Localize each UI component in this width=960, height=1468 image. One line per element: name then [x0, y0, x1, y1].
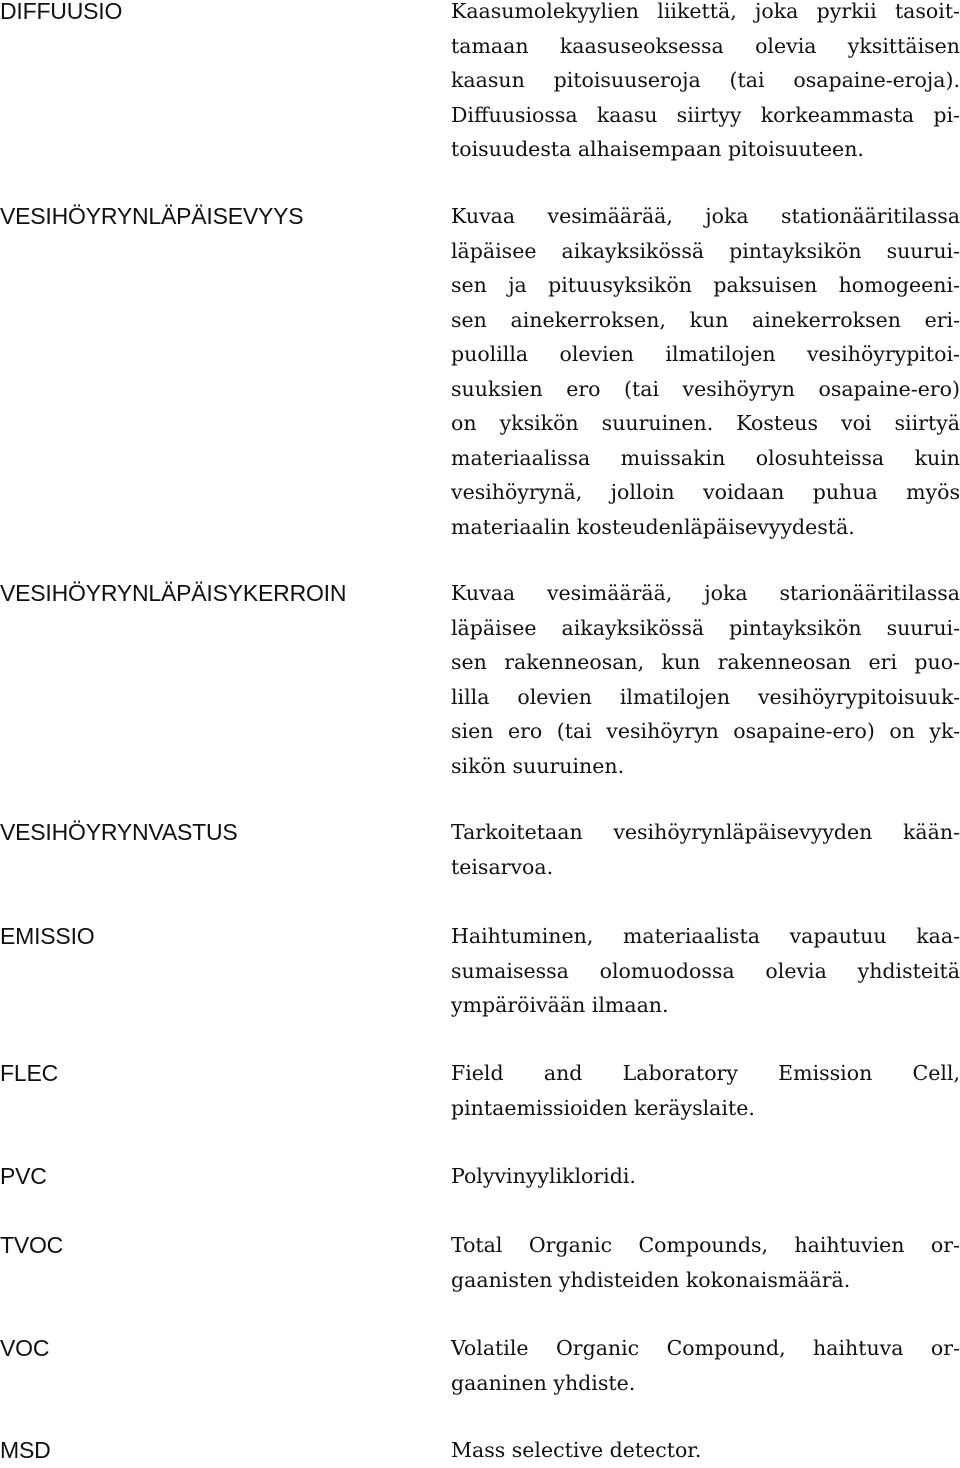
glossary-term: EMISSIO: [0, 923, 95, 949]
glossary-definition: [451, 576, 960, 783]
definition-line: sen rakenneosan, kun rakenneosan eri puo-: [451, 650, 960, 674]
definition-line: sumaisessa olomuodossa olevia yhdisteitä: [451, 958, 960, 983]
glossary-definition: [451, 919, 960, 1023]
glossary-term: MSD: [0, 1437, 51, 1463]
definition-line: vesihöyrynä, jolloin voidaan puhua myös: [451, 480, 960, 504]
glossary-term: FLEC: [0, 1060, 58, 1086]
glossary-term: VESIHÖYRYNVASTUS: [0, 819, 238, 845]
definition-line: on yksikön suuruinen. Kosteus voi siirtyä: [451, 411, 960, 435]
definition-line: toisuudesta alhaisempaan pitoisuuteen.: [451, 137, 864, 161]
glossary-term: PVC: [0, 1163, 47, 1189]
glossary-term: VESIHÖYRYNLÄPÄISEVYYS: [0, 203, 304, 229]
definition-line: sen ja pituusyksikön paksuisen homogeeni-: [451, 273, 960, 297]
glossary-definition: [451, 815, 960, 884]
definition-line: teisarvoa.: [451, 854, 554, 879]
glossary-definition: [451, 1056, 960, 1125]
glossary-definition: [451, 1331, 960, 1400]
glossary-definition: [451, 0, 960, 167]
definition-line: Mass selective detector.: [451, 1438, 702, 1462]
definition-line: Total Organic Compounds, haihtuvien or-: [451, 1233, 960, 1257]
glossary-definition: [451, 1433, 960, 1468]
glossary-term: DIFFUUSIO: [0, 0, 123, 24]
definition-line: Kuvaa vesimäärää, joka starionääritilassa: [451, 581, 960, 605]
definition-line: gaaninen yhdiste.: [451, 1370, 636, 1395]
glossary-definition: [451, 199, 960, 544]
definition-line: ympäröivään ilmaan.: [451, 993, 669, 1017]
definition-line: Tarkoitetaan vesihöyrynläpäisevyyden kään-: [451, 820, 960, 844]
glossary-definition: [451, 1228, 960, 1297]
definition-line: materiaalin kosteudenläpäisevyydestä.: [451, 514, 855, 539]
glossary-term: TVOC: [0, 1232, 64, 1258]
definition-line: Kaasumolekyylien liikettä, joka pyrkii tasoit-: [451, 0, 960, 23]
definition-line: Field and Laboratory Emission Cell,: [451, 1061, 960, 1085]
definition-line: puolilla olevien ilmatilojen vesihöyrypitoi-: [451, 342, 960, 366]
definition-line: läpäisee aikayksikössä pintayksikön suurui-: [451, 615, 960, 640]
definition-line: sien ero (tai vesihöyryn osapaine-ero) on yk-: [451, 719, 960, 743]
definition-line: pintaemissioiden keräyslaite.: [451, 1095, 755, 1120]
definition-line: tamaan kaasuseoksessa olevia yksittäisen: [451, 33, 960, 58]
glossary-term: VESIHÖYRYNLÄPÄISYKERROIN: [0, 580, 347, 606]
definition-line: läpäisee aikayksikössä pintayksikön suurui-: [451, 238, 960, 263]
definition-line: lilla olevien ilmatilojen vesihöyrypitoisuuk-: [451, 684, 960, 709]
definition-line: sikön suuruinen.: [451, 753, 625, 778]
definition-line: Kuvaa vesimäärää, joka stationääritilassa: [451, 204, 960, 228]
definition-line: Haihtuminen, materiaalista vapautuu kaa-: [451, 924, 960, 948]
definition-line: gaanisten yhdisteiden kokonaismäärä.: [451, 1267, 851, 1292]
definition-line: suuksien ero (tai vesihöyryn osapaine-ero): [451, 376, 960, 401]
glossary-term: VOC: [0, 1335, 50, 1361]
glossary-definition: [451, 1159, 960, 1194]
definition-line: Polyvinyylikloridi.: [451, 1164, 636, 1188]
definition-line: Diffuusiossa kaasu siirtyy korkeammasta pi-: [451, 102, 960, 127]
definition-line: kaasun pitoisuuseroja (tai osapaine-eroja).: [451, 68, 960, 92]
definition-line: Volatile Organic Compound, haihtuva or-: [451, 1336, 960, 1360]
definition-line: materiaalissa muissakin olosuhteissa kuin: [451, 445, 960, 470]
definition-line: sen ainekerroksen, kun ainekerroksen eri-: [451, 307, 960, 332]
